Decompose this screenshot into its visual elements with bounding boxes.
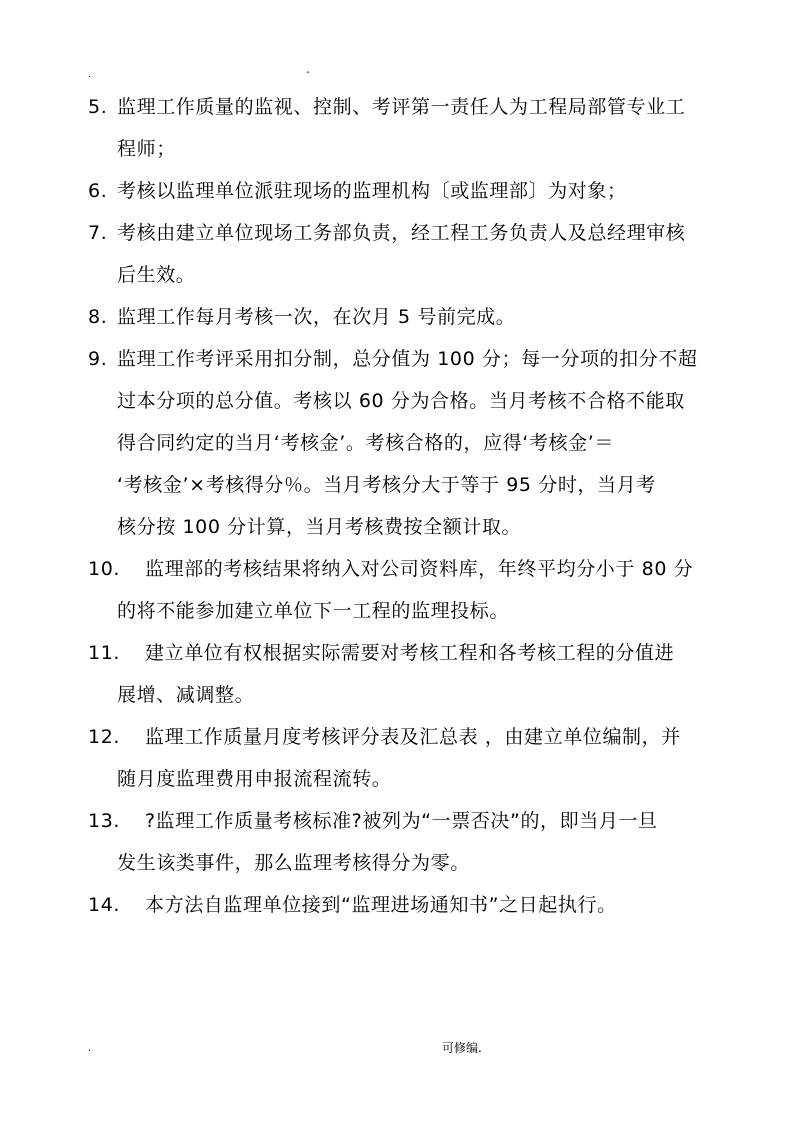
item-text-line: ‘考核金’×考核得分％。当月考核分大于等于 95 分时，当月考 [117, 474, 656, 496]
item-text-line: 程师； [117, 138, 176, 160]
item-text-line: 监理部的考核结果将纳入对公司资料库，年终平均分小于 80 分 [145, 558, 694, 580]
item-text-line: 的将不能参加建立单位下一工程的监理投标。 [117, 600, 510, 622]
header-dash: - [306, 67, 310, 78]
item-text-line: 发生该类事件，那么监理考核得分为零。 [117, 852, 470, 874]
list-item-9 [0, 338, 794, 548]
item-text-line: 本方法自监理单位接到“监理进场通知书”之日起执行。 [145, 894, 617, 916]
item-text-line: 过本分项的总分值。考核以 60 分为合格。当月考核不合格不能取 [117, 390, 685, 412]
list-item-8 [0, 296, 794, 338]
page-header-marks [0, 66, 794, 78]
item-text-line: 监理工作考评采用扣分制，总分值为 100 分；每一分项的扣分不超 [117, 348, 698, 370]
item-text-line: ?监理工作质量考核标准?被列为“一票否决”的，即当月一旦 [145, 810, 658, 832]
item-number: 6. [88, 180, 108, 202]
item-text-line: 随月度监理费用申报流程流转。 [117, 768, 392, 790]
item-number: 13. [88, 810, 121, 832]
item-text-line: 监理工作每月考核一次，在次月 5 号前完成。 [117, 306, 516, 328]
item-text-line: 考核以监理单位派驻现场的监理机构〔或监理部〕为对象； [117, 180, 627, 202]
list-item-13 [0, 800, 794, 884]
item-number: 11. [88, 642, 121, 664]
list-item-10 [0, 548, 794, 632]
item-text-line: 考核由建立单位现场工务部负责，经工程工务负责人及总经理审核 [117, 222, 686, 244]
item-text-line: 展增、减调整。 [117, 684, 255, 706]
list-item-5 [0, 86, 794, 170]
item-text-line: 得合同约定的当月‘考核金’。考核合格的，应得‘考核金’＝ [117, 432, 614, 454]
item-number: 9. [88, 348, 108, 370]
list-item-12 [0, 716, 794, 800]
item-number: 8. [88, 306, 108, 328]
item-number: 7. [88, 222, 108, 244]
list-item-14 [0, 884, 794, 926]
footer-dot: . [88, 1043, 92, 1054]
item-text-line: 建立单位有权根据实际需要对考核工程和各考核工程的分值进 [145, 642, 675, 664]
page-footer [0, 1040, 794, 1060]
footer-editable-note: 可修编. [442, 1041, 482, 1055]
item-text-line: 后生效。 [117, 264, 196, 286]
item-number: 12. [88, 726, 121, 748]
item-number: 10. [88, 558, 121, 580]
list-item-6 [0, 170, 794, 212]
item-text-line: 监理工作质量月度考核评分表及汇总表 ，由建立单位编制，并 [145, 726, 681, 748]
item-text-line: 监理工作质量的监视、控制、考评第一责任人为工程局部管专业工 [117, 96, 686, 118]
item-number: 5. [88, 96, 108, 118]
document-body [0, 86, 794, 926]
item-number: 14. [88, 894, 121, 916]
header-dot: . [88, 69, 92, 80]
item-text-line: 核分按 100 分计算，当月考核费按全额计取。 [117, 516, 522, 538]
list-item-11 [0, 632, 794, 716]
list-item-7 [0, 212, 794, 296]
